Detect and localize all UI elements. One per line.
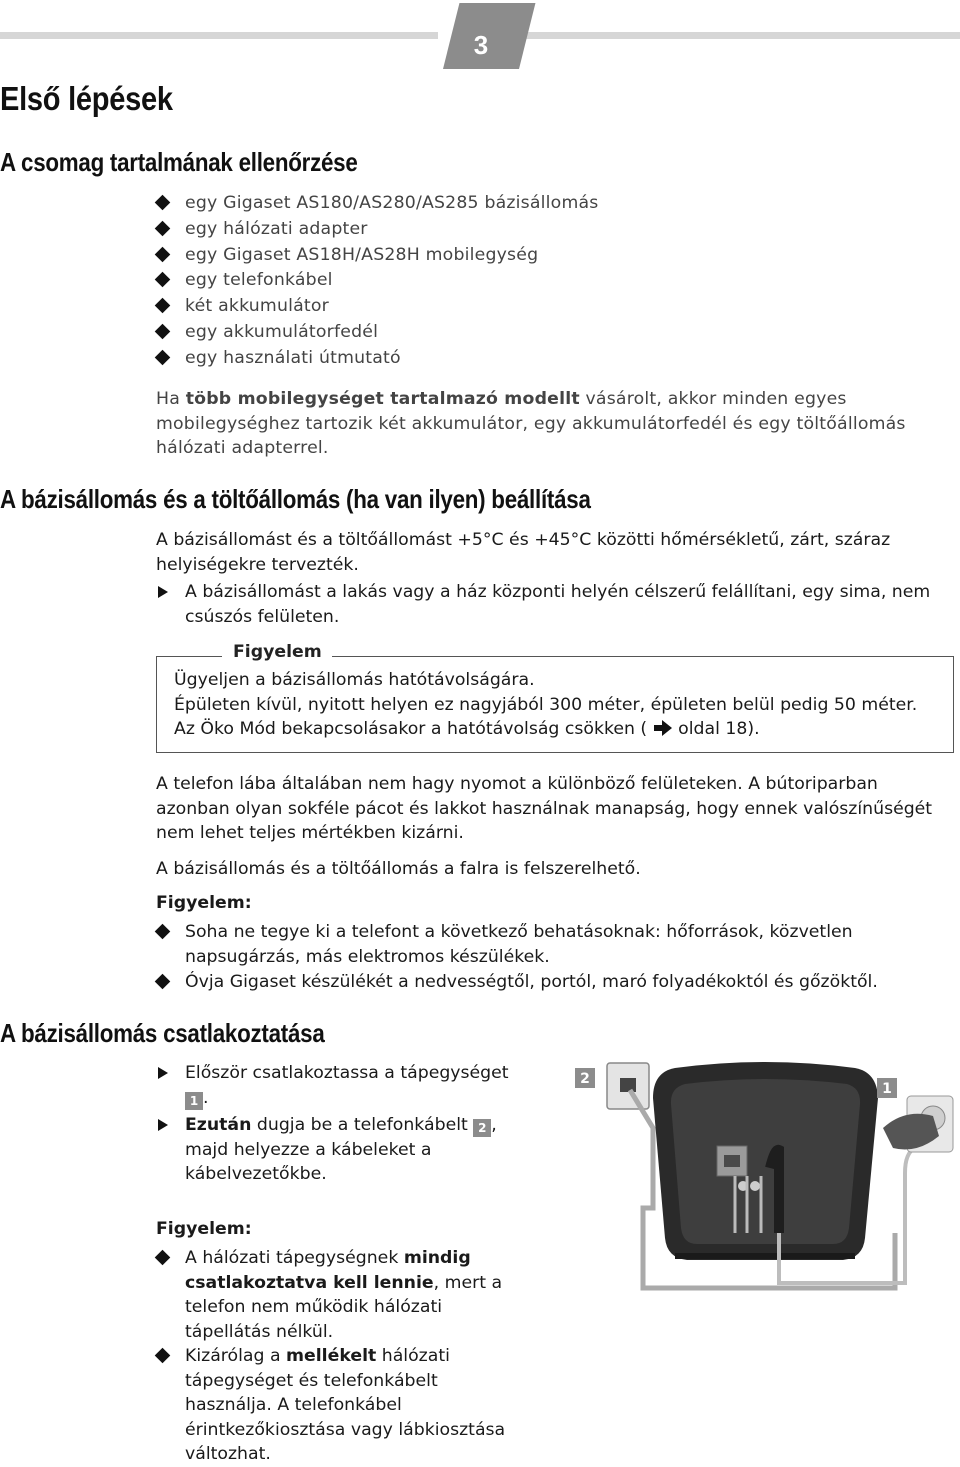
step-arrow-icon bbox=[158, 1067, 168, 1079]
diamond-bullet-icon bbox=[155, 272, 171, 288]
warning-label: Figyelem: bbox=[156, 893, 252, 913]
step-arrow-icon bbox=[158, 586, 168, 598]
section-heading-connect: A bázisállomás csatlakoztatása bbox=[0, 1018, 325, 1048]
diamond-bullet-icon bbox=[155, 974, 171, 990]
header-bar-left bbox=[0, 32, 438, 39]
note-body: Ügyeljen a bázisállomás hatótávolságára. Épületen kívül, nyitott helyen ez nagyjából 300 méter, épületen belül pedig 50 méter. Az Öko Mód bekapcsolásakor a hatótávolság csökken ( oldal 18). bbox=[174, 670, 918, 739]
list-item: egy használati útmutató bbox=[156, 346, 598, 372]
list-item: Kizárólag a mellékelt hálózati tápegységet és telefonkábelt használja. A telefonkábel érintkezőkiosztása vagy lábkiosztása változhat. bbox=[156, 1344, 505, 1467]
diamond-bullet-icon bbox=[155, 1348, 171, 1364]
diamond-bullet-icon bbox=[155, 246, 171, 262]
diamond-bullet-icon bbox=[155, 350, 171, 366]
page-title: Első lépések bbox=[0, 80, 173, 117]
list-item: egy Gigaset AS18H/AS28H mobilegység bbox=[156, 243, 598, 269]
multi-handset-paragraph: Ha több mobilegységet tartalmazó modellt vásárolt, akkor minden egyes mobilegységhez tartozik két akkumulátor, egy akkumulátorfedél és egy töltőállomás hálózati adapterrel. bbox=[156, 389, 906, 458]
package-contents-list bbox=[156, 191, 598, 372]
diamond-bullet-icon bbox=[155, 195, 171, 211]
diamond-bullet-icon bbox=[155, 298, 171, 314]
list-item: egy telefonkábel bbox=[156, 268, 598, 294]
callout-1-text: 1 bbox=[882, 1081, 892, 1097]
callout-2-text: 2 bbox=[580, 1071, 590, 1087]
connect-step-1: Először csatlakoztassa a tápegységet 1 . bbox=[156, 1061, 509, 1110]
callout-2-chip: 2 bbox=[473, 1119, 491, 1137]
warning-list bbox=[156, 920, 878, 995]
connect-warning-list bbox=[156, 1246, 505, 1467]
list-item: két akkumulátor bbox=[156, 294, 598, 320]
note-title: Figyelem bbox=[233, 642, 322, 662]
diamond-bullet-icon bbox=[155, 221, 171, 237]
setup-intro-paragraph: A bázisállomást és a töltőállomást +5°C és +45°C közötti hőmérsékletű, zárt, száraz helyiségekre tervezték. bbox=[156, 530, 891, 575]
furniture-paragraph: A telefon lába általában nem hagy nyomot a különböző felületeken. A bútoriparban azonban olyan sokféle pácot és lakkot használnak manapság, hogy ennek valószínűségét nem lehet teljes mértékben kizárni. bbox=[156, 774, 933, 843]
callout-1-chip: 1 bbox=[185, 1092, 203, 1110]
base-station-illustration bbox=[565, 1058, 960, 1303]
list-item: Óvja Gigaset készülékét a nedvességtől, portól, maró folyadékoktól és gőzöktől. bbox=[156, 970, 878, 995]
list-item: egy hálózati adapter bbox=[156, 217, 598, 243]
step-arrow-icon bbox=[158, 1119, 168, 1131]
section-heading-package: A csomag tartalmának ellenőrzése bbox=[0, 147, 358, 177]
diamond-bullet-icon bbox=[155, 324, 171, 340]
arrow-right-icon bbox=[653, 720, 673, 736]
wall-mount-paragraph: A bázisállomás és a töltőállomás a falra is felszerelhető. bbox=[156, 859, 641, 879]
page-number: 3 bbox=[473, 30, 489, 60]
section-heading-setup: A bázisállomás és a töltőállomás (ha van ilyen) beállítása bbox=[0, 484, 591, 514]
setup-step: A bázisállomást a lakás vagy a ház központi helyén célszerű felállítani, egy sima, nem csúszós felületen. bbox=[156, 580, 930, 629]
diamond-bullet-icon bbox=[155, 1250, 171, 1266]
connect-step-2: Ezután dugja be a telefonkábelt 2 , majd helyezze a kábeleket a kábelvezetőkbe. bbox=[156, 1113, 497, 1187]
list-item: egy akkumulátorfedél bbox=[156, 320, 598, 346]
list-item: Soha ne tegye ki a telefont a következő behatásoknak: hőforrások, közvetlen napsugárzás, más elektromos készülékek. bbox=[156, 920, 878, 969]
header-bar-right bbox=[521, 32, 960, 39]
list-item: A hálózati tápegységnek mindig csatlakoztatva kell lennie, mert a telefon nem működik hálózati tápellátás nélkül. bbox=[156, 1246, 505, 1344]
list-item: egy Gigaset AS180/AS280/AS285 bázisállomás bbox=[156, 191, 598, 217]
connect-warning-label: Figyelem: bbox=[156, 1219, 252, 1239]
diamond-bullet-icon bbox=[155, 924, 171, 940]
